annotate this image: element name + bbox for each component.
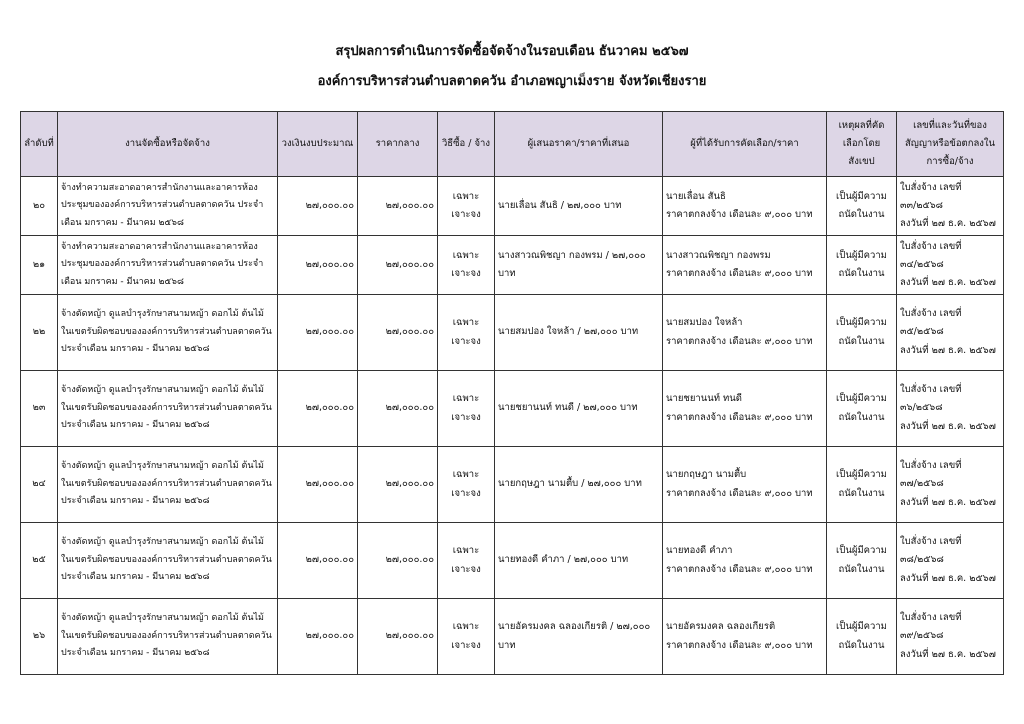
row-number: ๒๔ — [21, 447, 58, 523]
contract-date: ลงวันที่ ๒๗ ธ.ค. ๒๕๖๗ — [900, 648, 996, 660]
median-price: ๒๗,๐๐๐.๐๐ — [358, 371, 438, 447]
selection-reason: เป็นผู้มีความถนัดในงาน — [827, 177, 897, 236]
table-row — [21, 177, 1004, 236]
contract-number: ใบสั่งจ้าง เลขที่ ๓๙/๒๕๖๘ — [900, 612, 962, 642]
procurement-method: เฉพาะเจาะจง — [438, 236, 495, 295]
job-description: จ้างทำความสะอาดอาคารสำนักงานและอาคารห้องประชุมขององค์การบริหารส่วนตำบลตาดควัน ประจำเดือน มกราคม - มีนาคม ๒๕๖๘ — [58, 236, 278, 295]
bidder-price: นายทองดี คำภา / ๒๗,๐๐๐ บาท — [495, 523, 663, 599]
header-winner: ผู้ที่ได้รับการคัดเลือก/ราคา — [663, 112, 827, 177]
winner-price: ราคาตกลงจ้าง เดือนละ ๙,๐๐๐ บาท — [666, 411, 813, 423]
bidder-price: นายสมปอง ใจหล้า / ๒๗,๐๐๐ บาท — [495, 295, 663, 371]
bidder-price: นายอัครมงคล ฉลองเกียรติ / ๒๗,๐๐๐ บาท — [495, 599, 663, 675]
header-job: งานจัดซื้อหรือจัดจ้าง — [58, 112, 278, 177]
contract-number: ใบสั่งจ้าง เลขที่ ๓๕/๒๕๖๘ — [900, 308, 962, 338]
row-number: ๒๑ — [21, 236, 58, 295]
header-median-price: ราคากลาง — [358, 112, 438, 177]
winner-price: ราคาตกลงจ้าง เดือนละ ๙,๐๐๐ บาท — [666, 209, 813, 220]
contract-number: ใบสั่งจ้าง เลขที่ ๓๓/๒๕๖๘ — [900, 181, 962, 211]
job-description: จ้างตัดหญ้า ดูแลบำรุงรักษาสนามหญ้า ดอกไม้ ต้นไม้ในเขตรับผิดชอบขององค์การบริหารส่วนตำบลตาดควัน ประจำเดือน มกราคม - มีนาคม ๒๕๖๘ — [58, 599, 278, 675]
procurement-method: เฉพาะเจาะจง — [438, 523, 495, 599]
median-price: ๒๗,๐๐๐.๐๐ — [358, 177, 438, 236]
winner-name: นายสมปอง ใจหล้า — [666, 317, 743, 329]
bidder-price: นางสาวณพิชญา กองพรม / ๒๗,๐๐๐ บาท — [495, 236, 663, 295]
table-row — [21, 371, 1004, 447]
table-row — [21, 447, 1004, 523]
table-header-row — [21, 112, 1004, 177]
contract-reference — [897, 236, 1004, 295]
contract-number: ใบสั่งจ้าง เลขที่ ๓๔/๒๕๖๘ — [900, 240, 962, 270]
selection-reason: เป็นผู้มีความถนัดในงาน — [827, 295, 897, 371]
contract-reference — [897, 177, 1004, 236]
winner-name: นายเลื่อน สันธิ — [666, 190, 726, 202]
winner-name: นางสาวณพิชญา กองพรม — [666, 249, 771, 261]
budget-amount: ๒๗,๐๐๐.๐๐ — [278, 447, 358, 523]
header-number: ลำดับที่ — [21, 112, 58, 177]
selected-vendor — [663, 371, 827, 447]
contract-reference — [897, 523, 1004, 599]
winner-name: นายอัครมงคล ฉลองเกียรติ — [666, 621, 776, 633]
median-price: ๒๗,๐๐๐.๐๐ — [358, 599, 438, 675]
table-row — [21, 295, 1004, 371]
contract-date: ลงวันที่ ๒๗ ธ.ค. ๒๕๖๗ — [900, 420, 996, 432]
budget-amount: ๒๗,๐๐๐.๐๐ — [278, 177, 358, 236]
header-method: วิธีซื้อ / จ้าง — [438, 112, 495, 177]
budget-amount: ๒๗,๐๐๐.๐๐ — [278, 371, 358, 447]
contract-date: ลงวันที่ ๒๗ ธ.ค. ๒๕๖๗ — [900, 572, 996, 584]
contract-date: ลงวันที่ ๒๗ ธ.ค. ๒๕๖๗ — [900, 344, 996, 356]
winner-name: นายชยานนท์ ทนดี — [666, 393, 742, 405]
budget-amount: ๒๗,๐๐๐.๐๐ — [278, 523, 358, 599]
procurement-method: เฉพาะเจาะจง — [438, 599, 495, 675]
selected-vendor — [663, 523, 827, 599]
winner-price: ราคาตกลงจ้าง เดือนละ ๙,๐๐๐ บาท — [666, 335, 813, 347]
document-subtitle: องค์การบริหารส่วนตำบลตาดควัน อำเภอพญาเม็งราย จังหวัดเชียงราย — [317, 74, 707, 89]
contract-number: ใบสั่งจ้าง เลขที่ ๓๘/๒๕๖๘ — [900, 536, 962, 566]
budget-amount: ๒๗,๐๐๐.๐๐ — [278, 295, 358, 371]
bidder-price: นายชยานนท์ ทนดี / ๒๗,๐๐๐ บาท — [495, 371, 663, 447]
winner-price: ราคาตกลงจ้าง เดือนละ ๙,๐๐๐ บาท — [666, 639, 813, 651]
procurement-method: เฉพาะเจาะจง — [438, 295, 495, 371]
header-budget: วงเงินงบประมาณ — [278, 112, 358, 177]
row-number: ๒๐ — [21, 177, 58, 236]
selected-vendor — [663, 177, 827, 236]
contract-reference — [897, 295, 1004, 371]
bidder-price: นายเลื่อน สันธิ / ๒๗,๐๐๐ บาท — [495, 177, 663, 236]
table-row — [21, 523, 1004, 599]
selection-reason: เป็นผู้มีความถนัดในงาน — [827, 371, 897, 447]
median-price: ๒๗,๐๐๐.๐๐ — [358, 523, 438, 599]
winner-price: ราคาตกลงจ้าง เดือนละ ๙,๐๐๐ บาท — [666, 268, 813, 279]
contract-reference — [897, 599, 1004, 675]
job-description: จ้างตัดหญ้า ดูแลบำรุงรักษาสนามหญ้า ดอกไม้ ต้นไม้ในเขตรับผิดชอบขององค์การบริหารส่วนตำบลตาดควัน ประจำเดือน มกราคม - มีนาคม ๒๕๖๘ — [58, 295, 278, 371]
winner-price: ราคาตกลงจ้าง เดือนละ ๙,๐๐๐ บาท — [666, 563, 813, 575]
selection-reason: เป็นผู้มีความถนัดในงาน — [827, 599, 897, 675]
procurement-method: เฉพาะเจาะจง — [438, 371, 495, 447]
job-description: จ้างตัดหญ้า ดูแลบำรุงรักษาสนามหญ้า ดอกไม้ ต้นไม้ในเขตรับผิดชอบขององค์การบริหารส่วนตำบลตาดควัน ประจำเดือน มกราคม - มีนาคม ๒๕๖๘ — [58, 523, 278, 599]
selected-vendor — [663, 236, 827, 295]
budget-amount: ๒๗,๐๐๐.๐๐ — [278, 236, 358, 295]
row-number: ๒๒ — [21, 295, 58, 371]
contract-date: ลงวันที่ ๒๗ ธ.ค. ๒๕๖๗ — [900, 218, 996, 230]
procurement-method: เฉพาะเจาะจง — [438, 177, 495, 236]
document-title: สรุปผลการดำเนินการจัดซื้อจัดจ้างในรอบเดือน ธันวาคม ๒๕๖๗ — [335, 44, 689, 59]
median-price: ๒๗,๐๐๐.๐๐ — [358, 236, 438, 295]
winner-name: นายทองดี คำภา — [666, 545, 733, 557]
selected-vendor — [663, 447, 827, 523]
table-row — [21, 236, 1004, 295]
table-row — [21, 599, 1004, 675]
header-contract: เลขที่และวันที่ของสัญญาหรือข้อตกลงในการซื้อ/จ้าง — [897, 112, 1004, 177]
winner-price: ราคาตกลงจ้าง เดือนละ ๙,๐๐๐ บาท — [666, 487, 813, 499]
contract-reference — [897, 371, 1004, 447]
contract-reference — [897, 447, 1004, 523]
row-number: ๒๖ — [21, 599, 58, 675]
job-description: จ้างตัดหญ้า ดูแลบำรุงรักษาสนามหญ้า ดอกไม้ ต้นไม้ในเขตรับผิดชอบขององค์การบริหารส่วนตำบลตาดควัน ประจำเดือน มกราคม - มีนาคม ๒๕๖๘ — [58, 447, 278, 523]
contract-date: ลงวันที่ ๒๗ ธ.ค. ๒๕๖๗ — [900, 277, 996, 289]
procurement-method: เฉพาะเจาะจง — [438, 447, 495, 523]
selection-reason: เป็นผู้มีความถนัดในงาน — [827, 447, 897, 523]
procurement-table — [20, 111, 1004, 675]
contract-number: ใบสั่งจ้าง เลขที่ ๓๖/๒๕๖๘ — [900, 384, 962, 414]
row-number: ๒๕ — [21, 523, 58, 599]
selection-reason: เป็นผู้มีความถนัดในงาน — [827, 236, 897, 295]
header-bidders: ผู้เสนอราคา/ราคาที่เสนอ — [495, 112, 663, 177]
median-price: ๒๗,๐๐๐.๐๐ — [358, 295, 438, 371]
winner-name: นายกฤษฎา นามตื้บ — [666, 469, 747, 481]
selected-vendor — [663, 599, 827, 675]
selected-vendor — [663, 295, 827, 371]
budget-amount: ๒๗,๐๐๐.๐๐ — [278, 599, 358, 675]
contract-number: ใบสั่งจ้าง เลขที่ ๓๗/๒๕๖๘ — [900, 460, 962, 490]
job-description: จ้างทำความสะอาดอาคารสำนักงานและอาคารห้องประชุมขององค์การบริหารส่วนตำบลตาดควัน ประจำเดือน มกราคม - มีนาคม ๒๕๖๘ — [58, 177, 278, 236]
median-price: ๒๗,๐๐๐.๐๐ — [358, 447, 438, 523]
contract-date: ลงวันที่ ๒๗ ธ.ค. ๒๕๖๗ — [900, 496, 996, 508]
row-number: ๒๓ — [21, 371, 58, 447]
selection-reason: เป็นผู้มีความถนัดในงาน — [827, 523, 897, 599]
bidder-price: นายกฤษฎา นามตื้บ / ๒๗,๐๐๐ บาท — [495, 447, 663, 523]
job-description: จ้างตัดหญ้า ดูแลบำรุงรักษาสนามหญ้า ดอกไม้ ต้นไม้ในเขตรับผิดชอบขององค์การบริหารส่วนตำบลตาดควัน ประจำเดือน มกราคม - มีนาคม ๒๕๖๘ — [58, 371, 278, 447]
header-reason: เหตุผลที่คัดเลือกโดยสังเขป — [827, 112, 897, 177]
